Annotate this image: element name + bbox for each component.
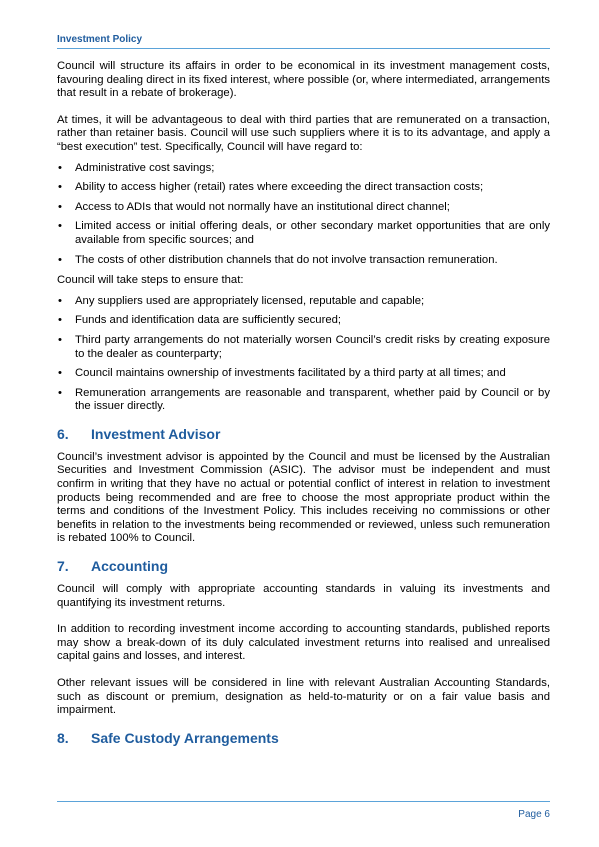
- section-heading-investment-advisor: [57, 426, 550, 443]
- list-item-text: Access to ADIs that would not normally have an institutional direct channel;: [75, 200, 450, 213]
- paragraph-accounting-other: Other relevant issues will be considered in line with relevant Australian Accounting Standards, such as discount or premium, designation as held-to-maturity or on a fair value basis and impairment.: [57, 677, 550, 717]
- list-item: [57, 181, 550, 195]
- list-item-text: Council maintains ownership of investments facilitated by a third party at all times; and: [75, 367, 506, 380]
- section-title: Investment Advisor: [91, 425, 221, 442]
- regard-list: [57, 162, 550, 268]
- bullet-icon: •: [58, 253, 62, 266]
- section-number: 8.: [57, 729, 69, 746]
- bullet-icon: •: [58, 294, 62, 307]
- page-content: [57, 60, 550, 755]
- bullet-icon: •: [58, 161, 62, 174]
- section-title: Safe Custody Arrangements: [91, 729, 279, 746]
- list-item-text: Remuneration arrangements are reasonable and transparent, whether paid by Council or by the issuer directly.: [75, 386, 550, 413]
- paragraph-accounting-reports: In addition to recording investment income according to accounting standards, published reports may show a break-down of its duly calculated investment returns into realised and unrealised capital gains and losses, and interest.: [57, 623, 550, 663]
- bullet-icon: •: [58, 200, 62, 213]
- section-heading-accounting: [57, 558, 550, 575]
- bullet-icon: •: [58, 220, 62, 233]
- list-item: [57, 387, 550, 414]
- list-item-text: Administrative cost savings;: [75, 161, 215, 174]
- paragraph-economical-costs: Council will structure its affairs in order to be economical in its investment management costs, favouring dealing direct in its fixed interest, where possible (or, where intermediated, arrangements that result in a rebate of brokerage).: [57, 60, 550, 100]
- list-item: [57, 314, 550, 328]
- paragraph-third-parties: At times, it will be advantageous to deal with third parties that are remunerated on a transaction, rather than retainer basis. Council will use such suppliers where it is to its advantage, and apply a “best execution” test. Specifically, Council will have regard to:: [57, 113, 550, 153]
- list-item: [57, 201, 550, 215]
- list-item-text: Third party arrangements do not materially worsen Council’s credit risks by creating exposure to the dealer as counterparty;: [75, 333, 550, 360]
- section-title: Accounting: [91, 558, 168, 575]
- bullet-icon: •: [58, 314, 62, 327]
- document-header-title: Investment Policy: [57, 34, 143, 45]
- paragraph-accounting-standards: Council will comply with appropriate accounting standards in valuing its investments and quantifying its investment returns.: [57, 583, 550, 609]
- footer-divider: [57, 801, 550, 802]
- bullet-icon: •: [58, 386, 62, 399]
- list-item: [57, 367, 550, 381]
- list-item: [57, 334, 550, 361]
- section-number: 6.: [57, 425, 69, 442]
- list-item-text: Ability to access higher (retail) rates where exceeding the direct transaction costs;: [75, 181, 484, 194]
- list-item-text: Funds and identification data are sufficiently secured;: [75, 314, 342, 327]
- ensure-list: [57, 295, 550, 414]
- page-number: Page 6: [518, 809, 550, 820]
- bullet-icon: •: [58, 181, 62, 194]
- section-heading-safe-custody: [57, 730, 550, 747]
- list-item: [57, 254, 550, 268]
- bullet-icon: •: [58, 333, 62, 346]
- paragraph-ensure: Council will take steps to ensure that:: [57, 274, 244, 287]
- list-item-text: The costs of other distribution channels that do not involve transaction remuneration.: [75, 253, 498, 266]
- list-item: [57, 162, 550, 176]
- list-item-text: Any suppliers used are appropriately licensed, reputable and capable;: [75, 294, 425, 307]
- list-item: [57, 220, 550, 247]
- list-item: [57, 295, 550, 309]
- paragraph-investment-advisor: Council’s investment advisor is appointed by the Council and must be licensed by the Australian Securities and Investment Commission (ASIC). The advisor must be independent and must confirm in writing that they have no actual or potential conflict of interest in relation to investment products being recommended and are free to choose the most appropriate product within the terms and conditions of the Investment Policy. This includes receiving no commissions or other benefits in relation to the investments being recommended or reviewed, unless such remuneration is rebated 100% to Council.: [57, 450, 550, 545]
- section-number: 7.: [57, 558, 69, 575]
- header-divider: [57, 48, 550, 49]
- list-item-text: Limited access or initial offering deals, or other secondary market opportunities that are only available from specific sources; and: [75, 220, 550, 246]
- bullet-icon: •: [58, 367, 62, 380]
